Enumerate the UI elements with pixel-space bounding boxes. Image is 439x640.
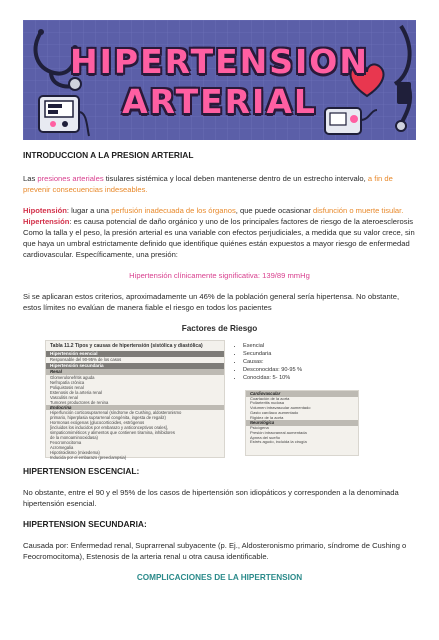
table-sub-endocrina: Endocrina <box>46 405 224 411</box>
hypertension-causes-table <box>45 340 225 458</box>
table-row: Hipotiroidismo (mixedema) <box>50 450 100 455</box>
esencial-heading: HIPERTENSION ESCENCIAL: <box>23 466 140 476</box>
list-item: • Desconocidas: 90-95 % <box>243 366 353 374</box>
table-sub-cardiovascular: Cardiovascular <box>246 391 358 397</box>
table-row: primario, hiperplasia suprarrenal congénita, ingesta de regaliz) <box>50 415 166 420</box>
table-row: [incluidos los inducidos por embarazo y anticonceptivos orales], <box>50 425 169 430</box>
banner-title-line2: ARTERIAL <box>122 82 317 121</box>
hipotension-definition: Hipotensión: lugar a una perfusión inadecuada de los órganos, que puede ocasionar disfunción o muerte tisular. <box>23 206 404 215</box>
table-row: simpaticomiméticos y alimentos que contienen tiramina, inhibidores <box>50 430 175 435</box>
table-row: Apnea del sueño <box>250 435 281 440</box>
intro-heading: INTRODUCCION A LA PRESION ARTERIAL <box>23 150 194 160</box>
table-row: Psicógena <box>250 425 269 430</box>
table-row: Nefropatía crónica <box>50 379 85 385</box>
table-row: Vasculitis renal <box>50 394 78 400</box>
highlight-presiones: presiones arteriales <box>37 174 104 183</box>
complicaciones-heading: COMPLICACIONES DE LA HIPERTENSION <box>136 573 303 582</box>
table-row: Hiperfunción corticosuprarrenal (síndrome de Cushing, aldosteronismo <box>50 410 182 415</box>
highlight-prevenir: a fin de prevenir consecuencias indeseables. <box>23 174 393 194</box>
document-body <box>23 150 416 583</box>
secundaria-heading: HIPERTENSION SECUNDARIA: <box>23 519 147 529</box>
table-title: Tabla 11.2 Tipos y causas de hipertensión (sistólica y diastólica) <box>50 343 203 349</box>
table-row: Acromegalia <box>50 445 74 450</box>
risk-factors-heading: Factores de Riesgo <box>181 324 258 333</box>
hipertension-definition: Hipertensión: es causa potencial de daño orgánico y uno de los principales factores de riesgo de la ateroesclerosis Como la talla y el peso, la presión arterial es una variable con efectos perjudiciales, a medida que su valor crece, sin que haya un umbral estrictamente definido que identifique quiénes están expuestos a mayor riesgo de enfermedad cardiovascular. Específicamente, una presión: <box>23 217 415 259</box>
table-sub-neurologica: Neurológica <box>246 420 358 426</box>
table-row: Estrés agudo, incluida la cirugía <box>250 440 307 445</box>
risk-factors-figure <box>23 340 416 458</box>
secondary-causes-table <box>245 390 359 456</box>
criteria-paragraph: Si se aplicaran estos criterios, aproximadamente un 46% de la población general sería hipertensa. No obstante, estos límites no evalúan de manera fiable el riesgo en todos los pacientes <box>23 292 400 312</box>
significant-threshold: Hipertensión clínicamente significativa: 139/89 mmHg <box>129 271 310 280</box>
table-row: Poliquistosis renal <box>50 384 84 390</box>
hipotension-label: Hipotensión <box>23 206 67 215</box>
intro-paragraph: Las presiones arteriales tisulares sistémica y local deben mantenerse dentro de un estrecho intervalo, a fin de prevenir consecuencias indeseables. <box>23 174 393 194</box>
header-banner <box>23 20 416 140</box>
banner-title-line1: HIPERTENSION <box>70 42 369 81</box>
esencial-paragraph: No obstante, entre el 90 y el 95% de los casos de hipertensión son idiopáticos y corresponden a la denominada hipertensión esencial. <box>23 488 399 508</box>
table-row: Tumores productores de renina <box>50 399 109 405</box>
table-row: Glomerulonefritis aguda <box>50 374 95 380</box>
table-row: Coartación de la aorta <box>250 396 290 401</box>
table-row: Presión intracraneal aumentada <box>250 430 307 435</box>
table-row: Feocromocitoma <box>50 440 82 445</box>
hipertension-label: Hipertensión <box>23 217 70 226</box>
table-row: Hormonas exógenas (glucocorticoides, estrógenos <box>50 420 145 425</box>
list-item: • Esencial <box>243 342 353 350</box>
risk-bullet-list <box>233 342 353 382</box>
table-row: Volumen intravascular aumentado <box>250 406 311 411</box>
list-item: • Conocidas: 5- 10% <box>243 374 353 382</box>
table-row: Poliarteritis nudosa <box>250 401 285 406</box>
list-item: • Causas: <box>243 358 353 366</box>
table-row: de la monoaminooxidasa) <box>50 435 98 440</box>
secundaria-paragraph: Causada por: Enfermedad renal, Suprarrenal subyacente (p. Ej., Aldosteronismo primario, síndrome de Cushing o Feocromocitoma), Estenosis de la arteria renal u otra causa identificable. <box>23 541 407 561</box>
table-row: Responsable del 90-95% de los casos <box>50 357 122 362</box>
table-section-secundaria: Hipertensión secundaria <box>46 363 224 369</box>
table-row: Gasto cardíaco aumentado <box>250 410 299 415</box>
table-row: Inducida por el embarazo (preeclampsia) <box>50 455 127 460</box>
table-sub-renal: Renal <box>46 369 224 375</box>
table-row: Rigidez de la aorta <box>250 415 284 420</box>
table-row: Estenosis de la arteria renal <box>50 389 102 395</box>
table-section-esencial: Hipertensión esencial <box>46 351 224 357</box>
list-item: • Secundaria <box>243 350 353 358</box>
